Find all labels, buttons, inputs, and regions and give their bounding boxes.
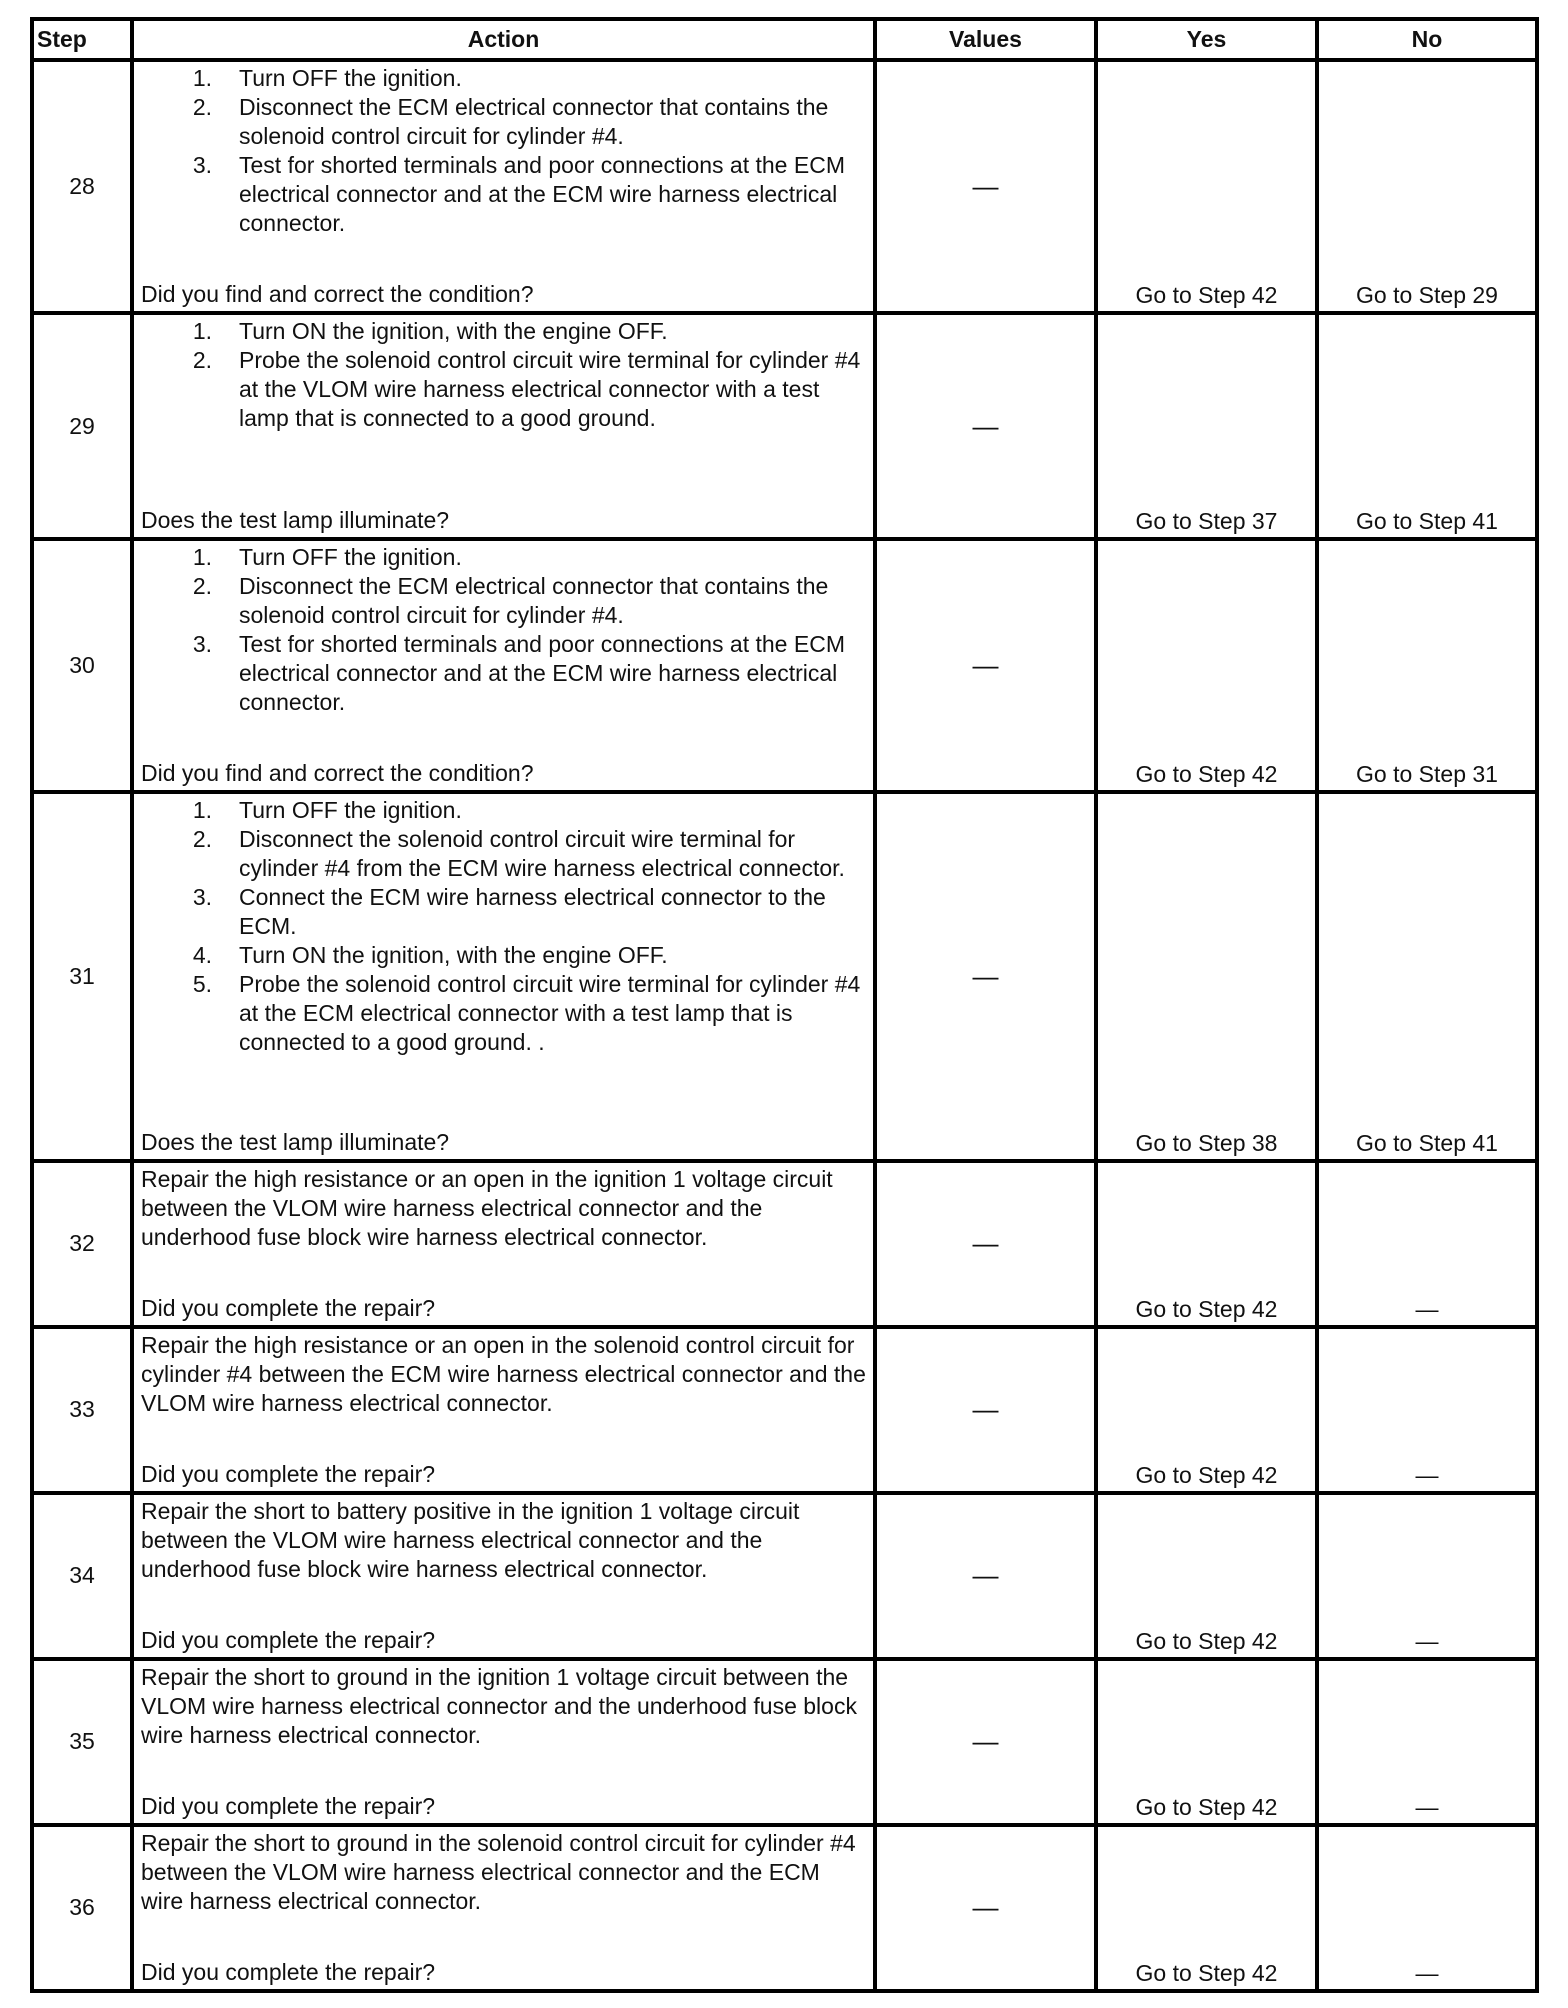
list-item xyxy=(141,346,867,433)
item-number: 2. xyxy=(192,826,212,853)
item-text: Test for shorted terminals and poor connections at the ECM electrical connector and at the ECM wire harness electrical connector. xyxy=(239,152,845,236)
values-cell: — xyxy=(875,313,1096,539)
yes-cell: Go to Step 42 xyxy=(1096,1327,1317,1493)
item-number: 2. xyxy=(192,573,212,600)
table-row xyxy=(32,60,1537,313)
no-cell: Go to Step 41 xyxy=(1317,313,1537,539)
values-cell: — xyxy=(875,1825,1096,1991)
action-question: Does the test lamp illuminate? xyxy=(141,507,450,534)
action-question: Did you find and correct the condition? xyxy=(141,760,534,787)
list-item xyxy=(141,64,867,93)
action-question: Did you complete the repair? xyxy=(141,1460,436,1487)
table-row xyxy=(32,313,1537,539)
item-number: 1. xyxy=(192,318,212,345)
action-paragraph: Repair the high resistance or an open in the solenoid control circuit for cylinder #4 between the ECM wire harness electrical connector and the VLOM wire harness electrical connector. xyxy=(141,1331,866,1416)
list-item xyxy=(141,941,867,970)
action-question: Did you complete the repair? xyxy=(141,1626,436,1653)
item-number: 2. xyxy=(192,347,212,374)
item-text: Turn ON the ignition, with the engine OFF. xyxy=(239,318,668,345)
step-number: 35 xyxy=(32,1659,132,1825)
values-cell: — xyxy=(875,60,1096,313)
action-question: Does the test lamp illuminate? xyxy=(141,1128,450,1155)
step-number: 32 xyxy=(32,1161,132,1327)
action-cell xyxy=(132,1825,875,1991)
yes-cell: Go to Step 42 xyxy=(1096,1493,1317,1659)
step-number: 36 xyxy=(32,1825,132,1991)
item-text: Turn OFF the ignition. xyxy=(239,65,462,91)
values-cell: — xyxy=(875,1493,1096,1659)
action-cell xyxy=(132,1659,875,1825)
action-question: Did you complete the repair? xyxy=(141,1959,436,1985)
yes-cell: Go to Step 42 xyxy=(1096,1161,1317,1327)
list-item xyxy=(141,572,867,630)
values-cell: — xyxy=(875,792,1096,1160)
list-item xyxy=(141,825,867,883)
list-item xyxy=(141,93,867,151)
item-text: Disconnect the ECM electrical connector that contains the solenoid control circuit for cylinder #4. xyxy=(239,573,829,629)
header-action: Action xyxy=(132,19,875,60)
item-number: 4. xyxy=(192,942,212,969)
table-row xyxy=(32,539,1537,792)
action-paragraph: Repair the short to ground in the ignition 1 voltage circuit between the VLOM wire harness electrical connector and the underhood fuse block wire harness electrical connector. xyxy=(141,1663,857,1748)
item-text: Probe the solenoid control circuit wire terminal for cylinder #4 at the ECM electrical connector with a test lamp that is connected to a good ground. . xyxy=(239,971,861,1056)
item-text: Disconnect the solenoid control circuit wire terminal for cylinder #4 from the ECM wire harness electrical connector. xyxy=(239,826,845,882)
no-cell: Go to Step 29 xyxy=(1317,60,1537,313)
action-steps xyxy=(141,543,867,717)
header-values: Values xyxy=(875,19,1096,60)
action-paragraph: Repair the short to battery positive in the ignition 1 voltage circuit between the VLOM wire harness electrical connector and the underhood fuse block wire harness electrical connector. xyxy=(141,1497,800,1582)
action-steps xyxy=(141,796,867,1057)
action-cell xyxy=(132,1327,875,1493)
action-cell xyxy=(132,313,875,539)
step-number: 33 xyxy=(32,1327,132,1493)
action-steps xyxy=(141,317,867,433)
action-question: Did you complete the repair? xyxy=(141,1792,436,1819)
values-cell: — xyxy=(875,1161,1096,1327)
item-number: 2. xyxy=(192,94,212,120)
list-item xyxy=(141,796,867,825)
list-item xyxy=(141,151,867,238)
item-text: Connect the ECM wire harness electrical connector to the ECM. xyxy=(239,884,826,940)
step-number: 31 xyxy=(32,792,132,1160)
item-number: 3. xyxy=(192,631,212,658)
no-cell: — xyxy=(1317,1161,1537,1327)
item-number: 3. xyxy=(192,884,212,911)
action-paragraph: Repair the high resistance or an open in the ignition 1 voltage circuit between the VLOM wire harness electrical connector and the underhood fuse block wire harness electrical connector. xyxy=(141,1165,833,1250)
values-cell: — xyxy=(875,539,1096,792)
values-cell: — xyxy=(875,1659,1096,1825)
item-number: 1. xyxy=(192,65,212,91)
step-number: 34 xyxy=(32,1493,132,1659)
step-number: 29 xyxy=(32,313,132,539)
no-cell: — xyxy=(1317,1493,1537,1659)
item-text: Disconnect the ECM electrical connector that contains the solenoid control circuit for cylinder #4. xyxy=(239,94,829,149)
yes-cell: Go to Step 38 xyxy=(1096,792,1317,1160)
action-cell xyxy=(132,792,875,1160)
header-row xyxy=(32,19,1537,60)
list-item xyxy=(141,630,867,717)
action-question: Did you complete the repair? xyxy=(141,1294,436,1321)
list-item xyxy=(141,543,867,572)
header-no: No xyxy=(1317,19,1537,60)
item-number: 3. xyxy=(192,152,212,178)
action-question: Did you find and correct the condition? xyxy=(141,281,534,308)
item-text: Turn ON the ignition, with the engine OFF. xyxy=(239,942,668,969)
action-cell xyxy=(132,539,875,792)
yes-cell: Go to Step 42 xyxy=(1096,539,1317,792)
item-text: Turn OFF the ignition. xyxy=(239,797,462,824)
table-row xyxy=(32,1161,1537,1327)
yes-cell: Go to Step 37 xyxy=(1096,313,1317,539)
no-cell: Go to Step 31 xyxy=(1317,539,1537,792)
table-row xyxy=(32,1825,1537,1991)
item-text: Probe the solenoid control circuit wire terminal for cylinder #4 at the VLOM wire harness electrical connector with a test lamp that is connected to a good ground. xyxy=(239,347,861,432)
step-number: 30 xyxy=(32,539,132,792)
header-yes: Yes xyxy=(1096,19,1317,60)
action-paragraph: Repair the short to ground in the solenoid control circuit for cylinder #4 between the VLOM wire harness electrical connector and the ECM wire harness electrical connector. xyxy=(141,1829,856,1914)
action-cell xyxy=(132,60,875,313)
yes-cell: Go to Step 42 xyxy=(1096,1825,1317,1991)
action-cell xyxy=(132,1493,875,1659)
item-number: 5. xyxy=(192,971,212,998)
step-number: 28 xyxy=(32,60,132,313)
table-row xyxy=(32,1659,1537,1825)
item-text: Turn OFF the ignition. xyxy=(239,544,462,571)
values-cell: — xyxy=(875,1327,1096,1493)
action-steps xyxy=(141,64,867,238)
no-cell: — xyxy=(1317,1659,1537,1825)
item-number: 1. xyxy=(192,544,212,571)
list-item xyxy=(141,317,867,346)
yes-cell: Go to Step 42 xyxy=(1096,60,1317,313)
table-row xyxy=(32,792,1537,1160)
no-cell: — xyxy=(1317,1825,1537,1991)
action-cell xyxy=(132,1161,875,1327)
list-item xyxy=(141,883,867,941)
item-number: 1. xyxy=(192,797,212,824)
no-cell: Go to Step 41 xyxy=(1317,792,1537,1160)
yes-cell: Go to Step 42 xyxy=(1096,1659,1317,1825)
item-text: Test for shorted terminals and poor connections at the ECM electrical connector and at the ECM wire harness electrical connector. xyxy=(239,631,845,716)
diagnostic-table xyxy=(30,17,1539,1993)
list-item xyxy=(141,970,867,1057)
table-row xyxy=(32,1493,1537,1659)
table-row xyxy=(32,1327,1537,1493)
no-cell: — xyxy=(1317,1327,1537,1493)
header-step: Step xyxy=(32,19,132,60)
